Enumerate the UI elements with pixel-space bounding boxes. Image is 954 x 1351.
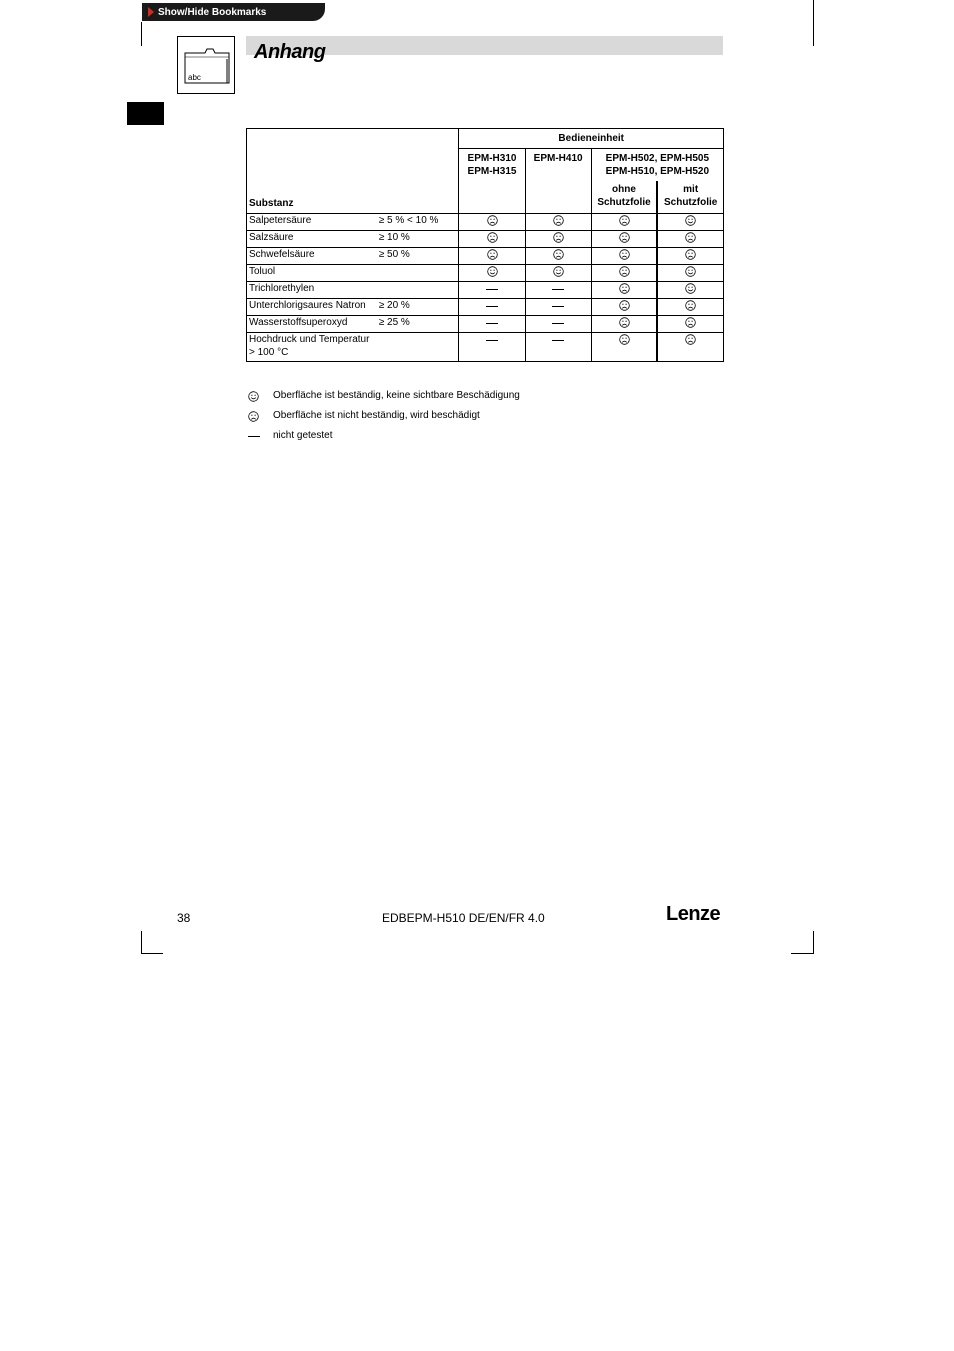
sad-face-icon	[685, 317, 696, 328]
sad-face-icon	[619, 334, 630, 345]
table-row	[247, 299, 724, 316]
resistance-cell	[591, 316, 657, 333]
substance-name: Toluol	[249, 266, 276, 277]
resistance-cell	[459, 316, 525, 333]
concentration-cell	[377, 265, 459, 282]
substance-cell	[247, 333, 377, 362]
resistance-cell	[459, 265, 525, 282]
subcol-line: Schutzfolie	[597, 196, 651, 208]
device-col-header	[459, 149, 525, 214]
substance-cell	[247, 282, 377, 299]
resistance-cell	[591, 265, 657, 282]
crop-mark	[141, 22, 142, 46]
device-col-line: EPM-H502, EPM-H505	[605, 153, 710, 164]
substance-name: Schwefelsäure	[249, 249, 315, 260]
folder-abc-icon	[177, 36, 235, 94]
resistance-cell	[525, 333, 591, 362]
crop-mark	[141, 931, 142, 954]
resistance-cell	[657, 214, 723, 231]
sad-face-icon	[248, 410, 273, 422]
legend-text: nicht getestet	[273, 430, 333, 441]
substance-name-line2: > 100 °C	[249, 347, 289, 358]
legend-item	[248, 390, 520, 402]
sad-face-icon	[619, 215, 630, 226]
crop-mark	[813, 0, 814, 46]
substance-cell	[247, 248, 377, 265]
sad-face-icon	[685, 249, 696, 260]
table-row	[247, 231, 724, 248]
legend-text: Oberfläche ist beständig, keine sichtbare Beschädigung	[273, 390, 520, 401]
document-id: EDBEPM-H510 DE/EN/FR 4.0	[382, 911, 545, 925]
crop-mark	[791, 953, 814, 954]
table-row	[247, 214, 724, 231]
concentration-cell	[377, 333, 459, 362]
sad-face-icon	[619, 249, 630, 260]
resistance-cell	[657, 316, 723, 333]
substance-name: Trichlorethylen	[249, 283, 315, 294]
sad-face-icon	[487, 249, 498, 260]
table-row	[247, 265, 724, 282]
device-col-line: EPM-H410	[533, 153, 583, 164]
dash-icon	[486, 306, 498, 307]
resistance-cell	[459, 282, 525, 299]
happy-face-icon	[685, 283, 696, 294]
page-title: Anhang	[254, 41, 326, 63]
dash-icon	[486, 340, 498, 341]
dash-icon	[248, 430, 273, 441]
substance-cell	[247, 299, 377, 316]
resistance-cell	[657, 248, 723, 265]
device-col-header	[591, 149, 723, 181]
sad-face-icon	[248, 410, 259, 421]
resistance-cell	[657, 333, 723, 362]
resistance-cell	[525, 214, 591, 231]
sad-face-icon	[619, 232, 630, 243]
subcol-line: Schutzfolie	[663, 196, 718, 208]
dash-icon	[552, 289, 564, 290]
concentration-cell: ≥ 50 %	[377, 248, 459, 265]
resistance-cell	[591, 333, 657, 362]
substance-cell	[247, 214, 377, 231]
happy-face-icon	[487, 266, 498, 277]
concentration-cell: ≥ 10 %	[377, 231, 459, 248]
substance-cell	[247, 231, 377, 248]
device-col-line: EPM-H510, EPM-H520	[605, 166, 710, 177]
sad-face-icon	[553, 215, 564, 226]
concentration-cell: ≥ 25 %	[377, 316, 459, 333]
bookmark-arrow-icon	[148, 7, 154, 17]
resistance-cell	[459, 248, 525, 265]
resistance-cell	[459, 299, 525, 316]
substance-name: Salzsäure	[249, 232, 294, 243]
folder-icon-text: abc	[188, 73, 201, 82]
chemical-resistance-table	[246, 128, 724, 362]
dash-icon	[552, 340, 564, 341]
chapter-marker	[127, 102, 164, 125]
legend-item	[248, 410, 480, 422]
sad-face-icon	[487, 215, 498, 226]
substance-cell	[247, 316, 377, 333]
sad-face-icon	[619, 300, 630, 311]
substance-name: Unterchlorigsaures Natron	[249, 300, 366, 311]
table-row	[247, 333, 724, 362]
sad-face-icon	[685, 300, 696, 311]
group-header: Bedieneinheit	[459, 129, 724, 149]
device-col-header	[525, 149, 591, 214]
happy-face-icon	[248, 390, 259, 401]
happy-face-icon	[685, 215, 696, 226]
resistance-cell	[657, 282, 723, 299]
resistance-cell	[591, 282, 657, 299]
resistance-cell	[459, 214, 525, 231]
legend-item	[248, 430, 332, 441]
happy-face-icon	[553, 266, 564, 277]
happy-face-icon	[248, 390, 273, 402]
resistance-cell	[525, 248, 591, 265]
sad-face-icon	[553, 249, 564, 260]
substance-cell	[247, 265, 377, 282]
happy-face-icon	[685, 266, 696, 277]
dash-icon	[552, 323, 564, 324]
resistance-cell	[459, 333, 525, 362]
show-hide-bookmarks-button[interactable]	[142, 3, 325, 21]
dash-icon	[486, 289, 498, 290]
resistance-cell	[591, 231, 657, 248]
resistance-cell	[525, 316, 591, 333]
resistance-cell	[657, 299, 723, 316]
device-col-line: EPM-H315	[467, 166, 517, 177]
substance-name: Hochdruck und Temperatur	[249, 334, 370, 345]
substance-header: Substanz	[247, 129, 459, 214]
sad-face-icon	[685, 232, 696, 243]
sad-face-icon	[619, 283, 630, 294]
concentration-cell	[377, 282, 459, 299]
table-row	[247, 316, 724, 333]
show-hide-bookmarks-label: Show/Hide Bookmarks	[158, 6, 267, 18]
resistance-cell	[525, 299, 591, 316]
resistance-cell	[459, 231, 525, 248]
sad-face-icon	[685, 334, 696, 345]
table-row	[247, 248, 724, 265]
lenze-logo: Lenze	[666, 903, 721, 925]
sad-face-icon	[487, 232, 498, 243]
substance-name: Salpetersäure	[249, 215, 312, 226]
resistance-cell	[591, 214, 657, 231]
dash-icon	[552, 306, 564, 307]
concentration-cell: ≥ 20 %	[377, 299, 459, 316]
sad-face-icon	[619, 317, 630, 328]
crop-mark	[141, 953, 163, 954]
resistance-cell	[525, 265, 591, 282]
subcol-header-mit	[657, 181, 723, 214]
substance-name: Wasserstoffsuperoxyd	[249, 317, 348, 328]
page-number: 38	[177, 911, 191, 925]
resistance-cell	[657, 231, 723, 248]
sad-face-icon	[619, 266, 630, 277]
dash-icon	[486, 323, 498, 324]
resistance-cell	[591, 299, 657, 316]
crop-mark	[813, 931, 814, 954]
concentration-cell: ≥ 5 % < 10 %	[377, 214, 459, 231]
legend-text: Oberfläche ist nicht beständig, wird beschädigt	[273, 410, 480, 421]
resistance-cell	[525, 282, 591, 299]
resistance-cell	[525, 231, 591, 248]
subcol-line: ohne	[612, 183, 636, 195]
subcol-header-ohne	[591, 181, 657, 214]
resistance-cell	[657, 265, 723, 282]
table-row	[247, 282, 724, 299]
dash-icon	[248, 436, 260, 437]
subcol-line: mit	[683, 183, 699, 195]
resistance-cell	[591, 248, 657, 265]
device-col-line: EPM-H310	[467, 153, 517, 164]
sad-face-icon	[553, 232, 564, 243]
